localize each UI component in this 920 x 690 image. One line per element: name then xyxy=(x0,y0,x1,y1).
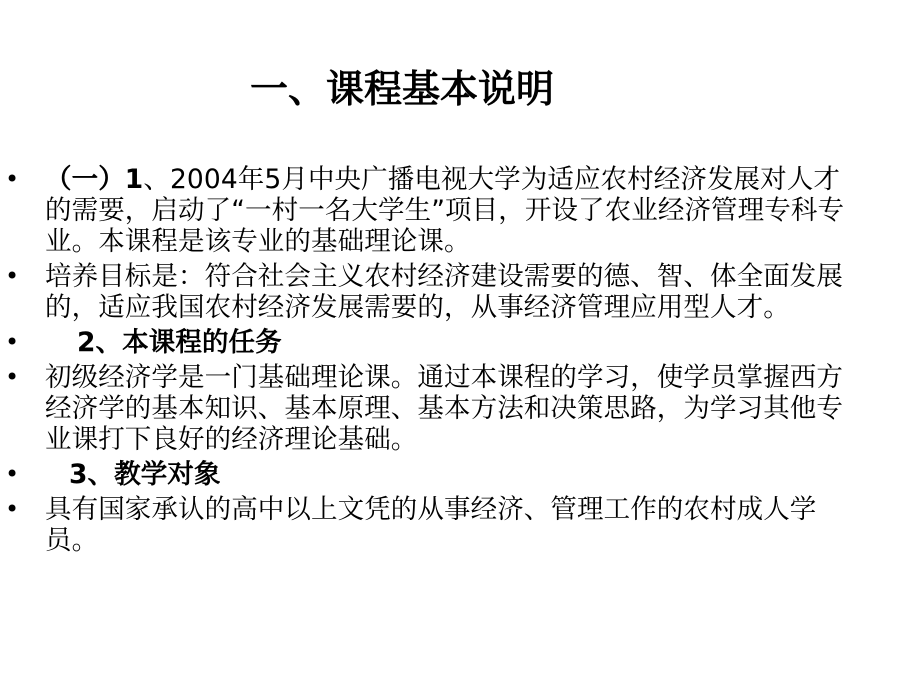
list-item xyxy=(0,164,920,257)
section-heading-task: 2、本课程的任务 xyxy=(77,327,282,358)
bullet-dot-icon: • xyxy=(5,328,20,356)
list-item xyxy=(0,494,920,556)
item-text: 初级经济学是一门基础理论课。通过本课程的学习，使学员掌握西方经济学的基本知识、基本原理、基本方法和决策思路，为学习其他专业课打下良好的经济理论基础。 xyxy=(45,362,843,455)
list-item xyxy=(0,327,920,358)
bullet-list xyxy=(0,164,920,560)
list-item xyxy=(0,459,920,490)
list-item xyxy=(0,362,920,455)
bullet-dot-icon: • xyxy=(5,262,20,290)
item-text: 培养目标是：符合社会主义农村经济建设需要的德、智、体全面发展的，适应我国农村经济发展需要的，从事经济管理应用型人才。 xyxy=(45,261,843,323)
section-heading-audience: 3、教学对象 xyxy=(69,459,221,490)
item-body: 、2004年5月中央广播电视大学为适应农村经济发展对人才的需要，启动了“一村一名大学生”项目，开设了农业经济管理专科专业。本课程是该专业的基础理论课。 xyxy=(45,164,845,257)
slide-title: 一、课程基本说明 xyxy=(250,67,555,111)
item-text xyxy=(45,164,845,257)
bullet-dot-icon: • xyxy=(5,460,20,488)
item-lead: （一）1 xyxy=(45,164,144,195)
item-text: 具有国家承认的高中以上文凭的从事经济、管理工作的农村成人学员。 xyxy=(45,494,817,556)
bullet-dot-icon: • xyxy=(5,363,20,391)
bullet-dot-icon: • xyxy=(5,165,20,193)
list-item xyxy=(0,261,920,323)
bullet-dot-icon: • xyxy=(5,495,20,523)
